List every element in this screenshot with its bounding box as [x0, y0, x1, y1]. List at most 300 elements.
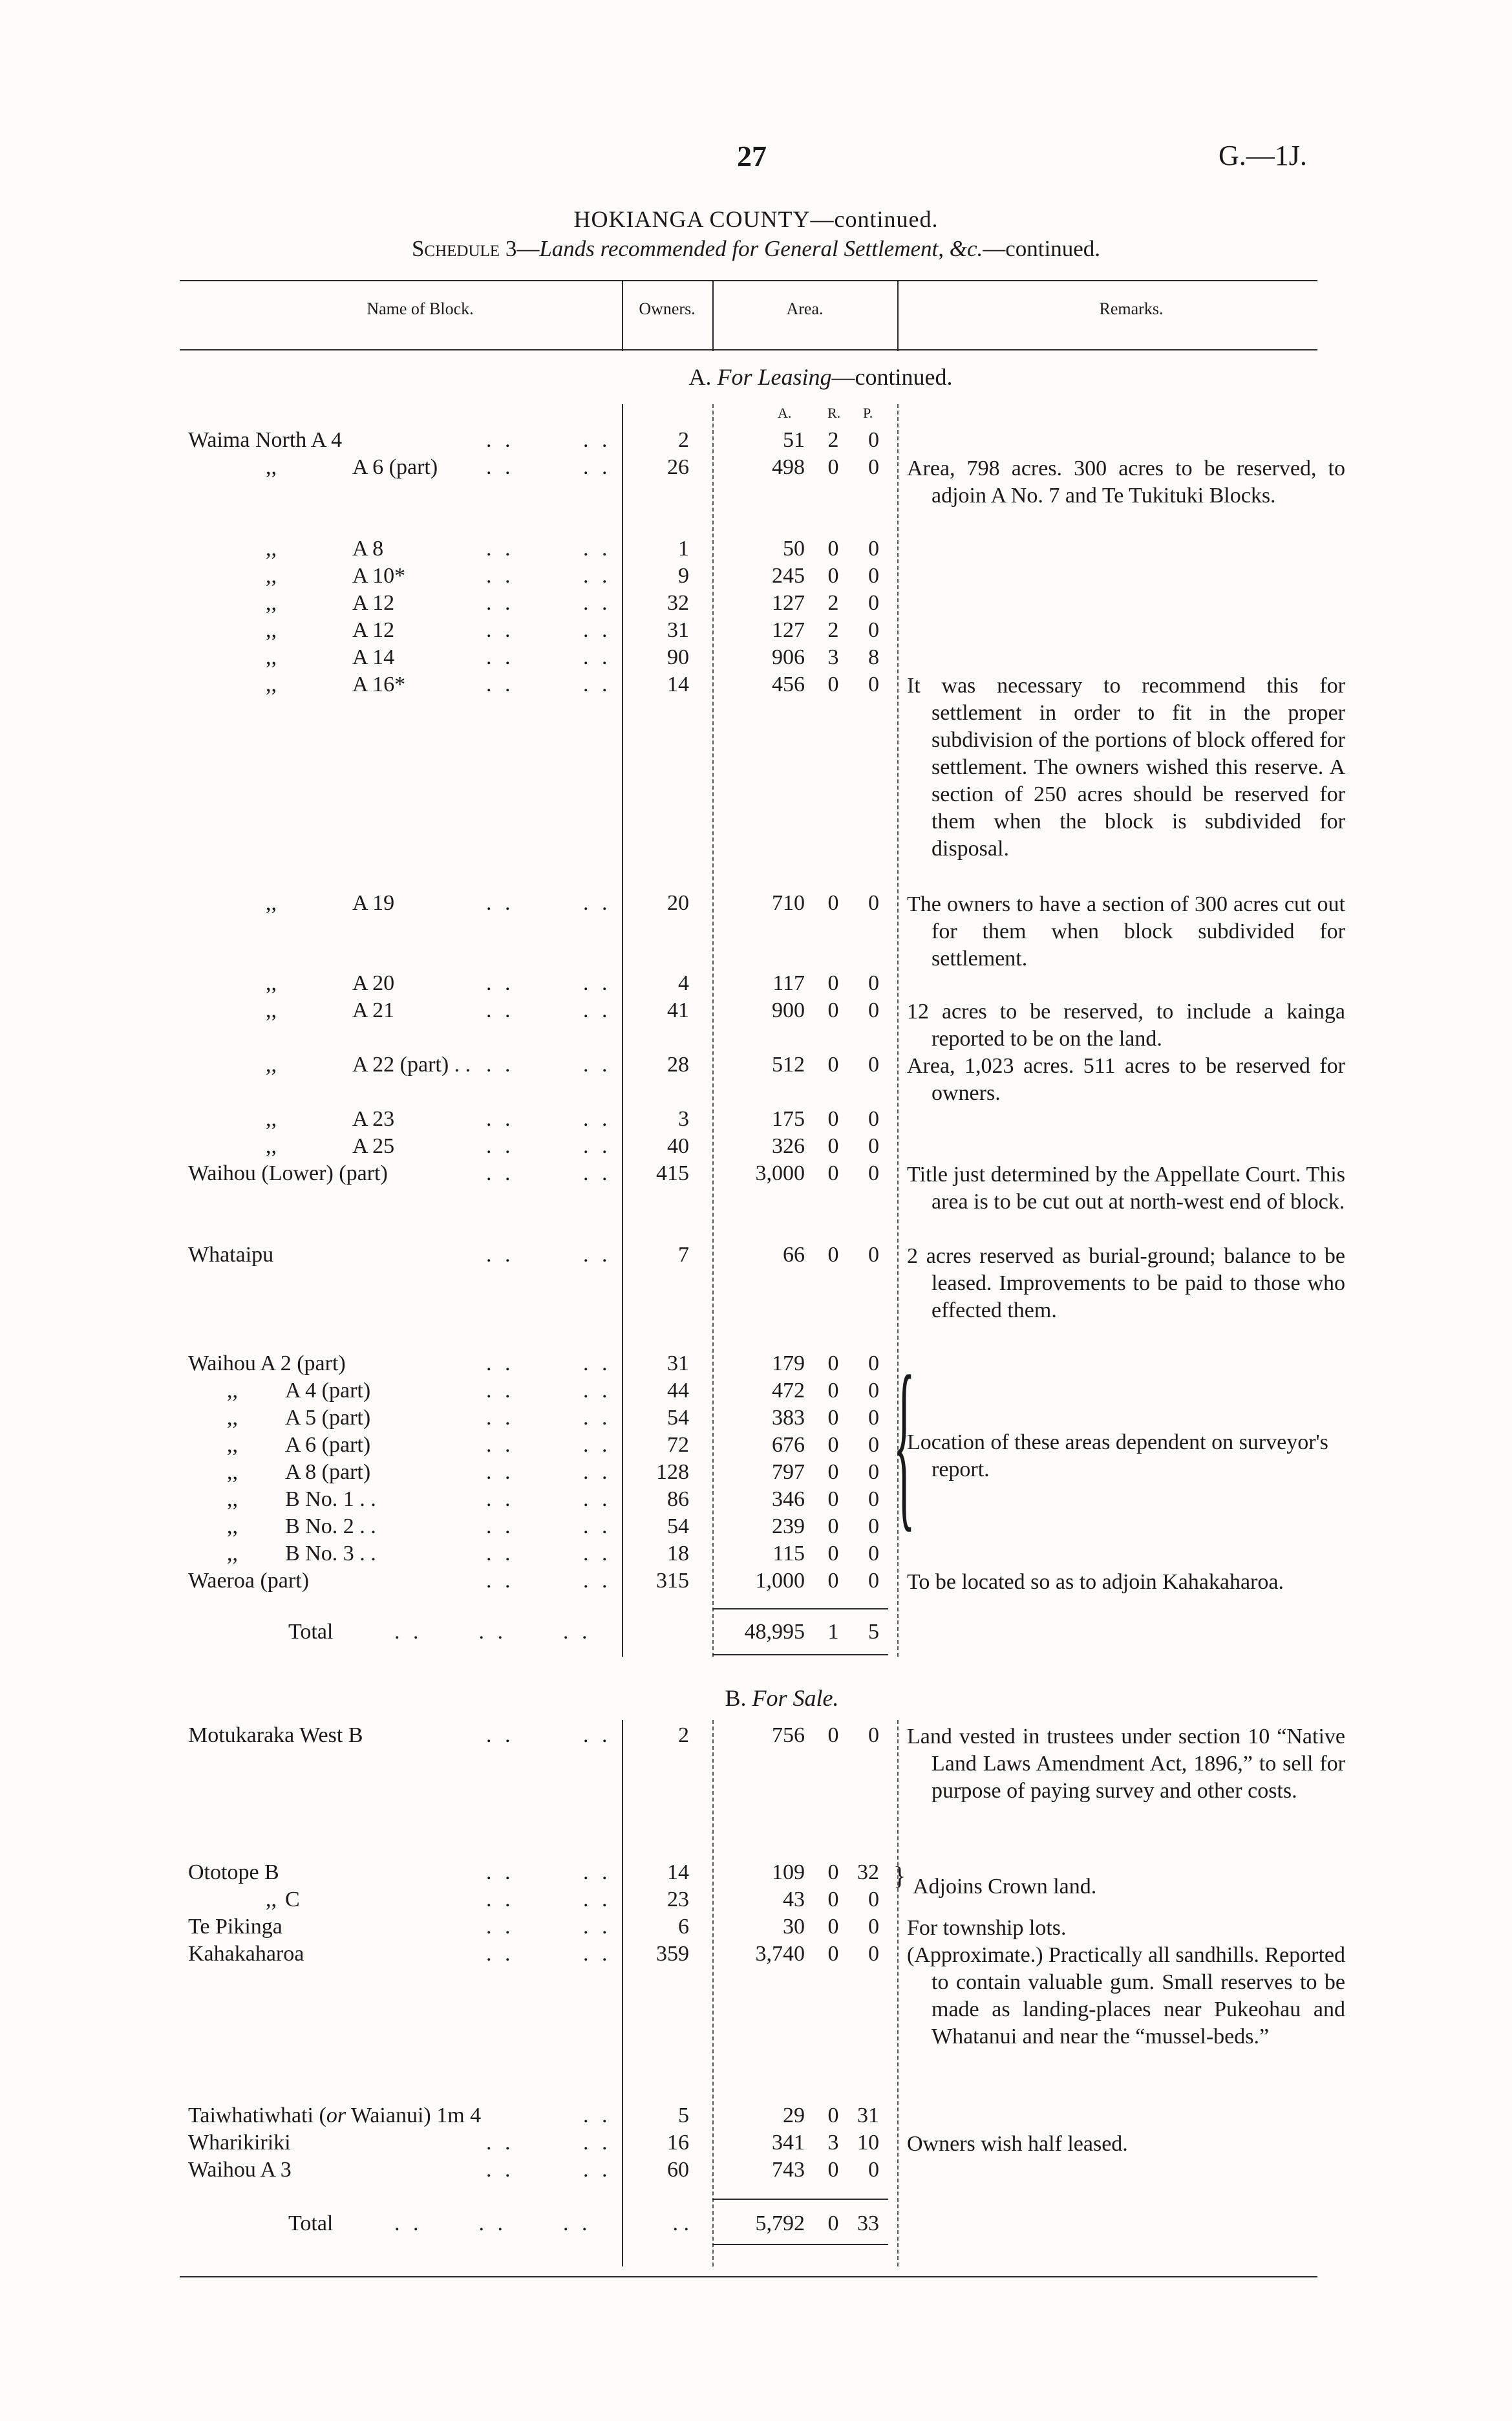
owners-count: 90 [667, 645, 689, 669]
remark-text: 2 acres reserved as burial-ground; balance to be leased. Improvements to be paid to those who effected them. [907, 1244, 1345, 1322]
total-a-acres: 48,995 [744, 1620, 805, 1644]
ditto-mark: ,, [227, 1514, 238, 1538]
ototope-brace: } [893, 1861, 906, 1890]
ditto-mark: ,, [227, 1406, 238, 1430]
owners-count: 54 [667, 1514, 689, 1538]
table-bottom-rule [180, 2276, 1317, 2277]
area-roods: 3 [827, 2131, 839, 2155]
table-row [0, 2104, 1512, 2131]
area-perches: 0 [868, 428, 879, 452]
leader-dots: . . [486, 564, 515, 588]
leader-dots: . . [583, 971, 612, 995]
leader-dots: . . [486, 2131, 515, 2155]
area-roods: 0 [827, 1107, 839, 1131]
area-perches: 0 [868, 1243, 879, 1267]
col-divider [622, 280, 623, 351]
leader-dots: . . [583, 998, 612, 1022]
area-roods: 0 [827, 1433, 839, 1457]
leader-dots: . . [486, 1161, 515, 1185]
total-b-owners: . . [672, 2211, 689, 2235]
block-name: B No. 2 . . [285, 1514, 376, 1538]
table-row [0, 591, 1512, 618]
owners-count: 415 [656, 1161, 689, 1185]
total-b-roods: 0 [827, 2211, 839, 2235]
leader-dots: . . [486, 971, 515, 995]
block-name: A 6 (part) [352, 455, 438, 479]
page-reference: G.—1J. [1219, 140, 1307, 171]
area-roods: 0 [827, 1053, 839, 1077]
area-perches: 0 [868, 1107, 879, 1131]
column-header-area: Area. [786, 299, 824, 318]
leader-dots: . . [486, 1406, 515, 1430]
leader-dots: . . . . . . [394, 1620, 591, 1644]
block-name: A 5 (part) [285, 1406, 371, 1430]
leader-dots: . . [583, 2131, 612, 2155]
area-perches: 0 [868, 998, 879, 1022]
leader-dots: . . [486, 1860, 515, 1884]
leader-dots: . . [583, 1942, 612, 1966]
area-acres: 127 [772, 618, 805, 642]
total-b-row [0, 2211, 1512, 2239]
area-perches: 31 [857, 2104, 879, 2127]
area-perches: 0 [868, 1134, 879, 1158]
block-name: A 23 [352, 1107, 395, 1131]
table-row [0, 1107, 1512, 1134]
leader-dots: . . [583, 1514, 612, 1538]
block-name: Waima North A 4 [188, 428, 343, 452]
area-roods: 0 [827, 1351, 839, 1375]
total-a-rule [712, 1654, 888, 1655]
area-acres: 245 [772, 564, 805, 588]
owners-count: 72 [667, 1433, 689, 1457]
leader-dots: . . [583, 1542, 612, 1566]
area-acres: 900 [772, 998, 805, 1022]
owners-count: 16 [667, 2131, 689, 2155]
leader-dots: . . [486, 428, 515, 452]
leader-dots: . . [583, 428, 612, 452]
table-row [0, 618, 1512, 645]
area-roods: 0 [827, 1134, 839, 1158]
area-perches: 0 [868, 1542, 879, 1566]
table-row [0, 428, 1512, 455]
leader-dots: . . [583, 1107, 612, 1131]
area-roods: 0 [827, 2158, 839, 2182]
area-perches: 0 [868, 1460, 879, 1484]
area-acres: 29 [783, 2104, 805, 2127]
column-header-remarks: Remarks. [1099, 299, 1164, 318]
block-name: Waihou A 2 (part) [188, 1351, 346, 1375]
remark-text: Area, 798 acres. 300 acres to be reserved, to adjoin A No. 7 and Te Tukituki Blocks. [907, 457, 1345, 508]
block-name: Whataipu [188, 1243, 274, 1267]
leader-dots: . . [486, 1053, 515, 1077]
leader-dots: . . [486, 591, 515, 615]
owners-count: 60 [667, 2158, 689, 2182]
area-acres: 341 [772, 2131, 805, 2155]
remark-text: Land vested in trustees under section 10 “Native Land Laws Amendment Act, 1896,” to sell for purpose of paying survey and other costs. [907, 1725, 1345, 1803]
block-name: B No. 1 . . [285, 1487, 376, 1511]
area-acres: 756 [772, 1723, 805, 1747]
area-roods: 0 [827, 1542, 839, 1566]
leader-dots: . . [583, 537, 612, 561]
schedule-subtitle [0, 236, 1512, 262]
owners-count: 14 [667, 672, 689, 696]
leader-dots: . . [486, 1723, 515, 1747]
area-roods: 0 [827, 1243, 839, 1267]
unit-roods: R. [827, 405, 841, 421]
area-perches: 0 [868, 1723, 879, 1747]
area-acres: 797 [772, 1460, 805, 1484]
ditto-mark: ,, [266, 1888, 277, 1911]
total-a-roods: 1 [827, 1620, 839, 1644]
column-header-name: Name of Block. [367, 299, 474, 318]
area-acres: 50 [783, 537, 805, 561]
area-roods: 0 [827, 891, 839, 915]
block-name: A 21 [352, 998, 395, 1022]
block-name: Ototope B [188, 1860, 279, 1884]
area-acres: 456 [772, 672, 805, 696]
leader-dots: . . [486, 1134, 515, 1158]
area-acres: 127 [772, 591, 805, 615]
owners-count: 31 [667, 618, 689, 642]
owners-count: 5 [678, 2104, 689, 2127]
section-a-heading [65, 363, 1512, 391]
owners-count: 6 [678, 1915, 689, 1939]
leader-dots: . . . . . . [394, 2211, 591, 2235]
area-acres: 117 [772, 971, 805, 995]
area-roods: 2 [827, 428, 839, 452]
area-roods: 0 [827, 2104, 839, 2127]
section-b-heading [26, 1684, 1512, 1712]
area-perches: 0 [868, 591, 879, 615]
col-divider [897, 280, 899, 351]
ditto-mark: ,, [266, 591, 277, 615]
unit-perches: P. [863, 405, 873, 421]
total-b-acres: 5,792 [755, 2211, 805, 2235]
area-roods: 2 [827, 591, 839, 615]
block-name: A 19 [352, 891, 395, 915]
owners-count: 54 [667, 1406, 689, 1430]
ditto-mark: ,, [227, 1460, 238, 1484]
area-acres: 906 [772, 645, 805, 669]
block-name: A 14 [352, 645, 395, 669]
area-acres: 239 [772, 1514, 805, 1538]
total-a-rule [712, 1608, 888, 1609]
section-b-italic: For Sale. [752, 1685, 839, 1711]
area-acres: 66 [783, 1243, 805, 1267]
leader-dots: . . [583, 1351, 612, 1375]
block-name: A 4 (part) [285, 1379, 371, 1403]
area-perches: 0 [868, 1433, 879, 1457]
leader-dots: . . [486, 618, 515, 642]
owners-count: 359 [656, 1942, 689, 1966]
table-row [0, 1542, 1512, 1569]
ditto-mark: ,, [266, 971, 277, 995]
owners-count: 18 [667, 1542, 689, 1566]
leader-dots: . . [583, 1243, 612, 1267]
leader-dots: . . [486, 1915, 515, 1939]
area-acres: 498 [772, 455, 805, 479]
area-acres: 472 [772, 1379, 805, 1403]
owners-count: 20 [667, 891, 689, 915]
area-roods: 0 [827, 971, 839, 995]
leader-dots: . . [486, 1487, 515, 1511]
leader-dots: . . [486, 537, 515, 561]
owners-count: 128 [656, 1460, 689, 1484]
block-name: A 6 (part) [285, 1433, 371, 1457]
area-perches: 0 [868, 1915, 879, 1939]
leader-dots: . . [583, 891, 612, 915]
table-row [0, 645, 1512, 672]
remark-text: Title just determined by the Appellate Court. This area is to be cut out at north-west end of block. [907, 1163, 1345, 1214]
block-name: Motukaraka West B [188, 1723, 363, 1747]
ditto-mark: ,, [227, 1542, 238, 1566]
block-name: A 16* [352, 672, 406, 696]
owners-count: 315 [656, 1569, 689, 1593]
area-acres: 512 [772, 1053, 805, 1077]
area-roods: 2 [827, 618, 839, 642]
area-perches: 0 [868, 1406, 879, 1430]
schedule-tail: —continued. [983, 236, 1101, 261]
block-name: A 10* [352, 564, 406, 588]
area-roods: 0 [827, 1460, 839, 1484]
leader-dots: . . [583, 618, 612, 642]
leader-dots: . . [486, 1243, 515, 1267]
total-b-perches: 33 [857, 2211, 879, 2235]
area-acres: 179 [772, 1351, 805, 1375]
ditto-mark: ,, [227, 1379, 238, 1403]
area-perches: 0 [868, 971, 879, 995]
area-roods: 0 [827, 1406, 839, 1430]
leader-dots: . . [583, 1487, 612, 1511]
table-row [0, 1351, 1512, 1379]
area-perches: 0 [868, 455, 879, 479]
block-name: C [285, 1888, 300, 1911]
area-roods: 0 [827, 672, 839, 696]
owners-count: 2 [678, 428, 689, 452]
section-a-tail: —continued. [831, 364, 953, 390]
area-acres: 1,000 [755, 1569, 805, 1593]
group-brace: { [893, 1340, 915, 1550]
leader-dots: . . [486, 2158, 515, 2182]
remark-text: 12 acres to be reserved, to include a kainga reported to be on the land. [907, 1000, 1345, 1051]
owners-count: 28 [667, 1053, 689, 1077]
block-name: Waeroa (part) [188, 1569, 309, 1593]
leader-dots: . . [486, 1433, 515, 1457]
owners-count: 44 [667, 1379, 689, 1403]
block-name [188, 2104, 481, 2128]
remark-text: Owners wish half leased. [907, 2132, 1128, 2156]
owners-count: 1 [678, 537, 689, 561]
area-roods: 3 [827, 645, 839, 669]
owners-count: 32 [667, 591, 689, 615]
ditto-mark: ,, [266, 672, 277, 696]
ditto-mark: ,, [227, 1487, 238, 1511]
area-roods: 0 [827, 1514, 839, 1538]
area-roods: 0 [827, 455, 839, 479]
leader-dots: . . [583, 1053, 612, 1077]
table-row [0, 1514, 1512, 1542]
unit-acres: A. [778, 405, 792, 421]
area-roods: 0 [827, 1723, 839, 1747]
ditto-mark: ,, [227, 1433, 238, 1457]
ditto-mark: ,, [266, 891, 277, 915]
area-acres: 743 [772, 2158, 805, 2182]
leader-dots: . . [583, 1860, 612, 1884]
area-acres: 43 [783, 1888, 805, 1911]
leader-dots: . . [583, 672, 612, 696]
leader-dots: . . [486, 645, 515, 669]
leader-dots: . . [486, 1460, 515, 1484]
table-row [0, 564, 1512, 591]
area-roods: 0 [827, 1487, 839, 1511]
total-b-rule [712, 2244, 888, 2245]
table-row [0, 1487, 1512, 1514]
block-name-part: Taiwhatiwhati ( [188, 2104, 326, 2127]
area-perches: 0 [868, 1351, 879, 1375]
area-perches: 0 [868, 1161, 879, 1185]
owners-count: 86 [667, 1487, 689, 1511]
remark-text: (Approximate.) Practically all sandhills. Reported to contain valuable gum. Small reserves to be made as landing-places near Pukeohau and Whatanui and near the “mussel-beds.” [907, 1943, 1345, 2049]
owners-count: 2 [678, 1723, 689, 1747]
area-acres: 3,740 [755, 1942, 805, 1966]
total-b-label: Total [288, 2211, 334, 2235]
area-roods: 0 [827, 1379, 839, 1403]
leader-dots: . . [583, 591, 612, 615]
area-roods: 0 [827, 564, 839, 588]
ditto-mark: ,, [266, 1053, 277, 1077]
page-title: HOKIANGA COUNTY—continued. [573, 206, 939, 232]
area-roods: 0 [827, 1161, 839, 1185]
ditto-mark: ,, [266, 455, 277, 479]
leader-dots: . . [486, 672, 515, 696]
block-name: Waihou A 3 [188, 2158, 292, 2182]
leader-dots: . . [583, 2104, 612, 2127]
leader-dots: . . [486, 1942, 515, 1966]
area-roods: 0 [827, 1888, 839, 1911]
total-a-row [0, 1620, 1512, 1647]
area-acres: 115 [772, 1542, 805, 1566]
remark-text: For township lots. [907, 1916, 1067, 1940]
table-row [0, 971, 1512, 998]
block-name: A 20 [352, 971, 395, 995]
area-acres: 346 [772, 1487, 805, 1511]
ditto-mark: ,, [266, 998, 277, 1022]
area-roods: 0 [827, 998, 839, 1022]
block-name: A 22 (part) . . [352, 1053, 471, 1077]
area-roods: 0 [827, 1942, 839, 1966]
block-name: Waihou (Lower) (part) [188, 1161, 388, 1185]
owners-count: 41 [667, 998, 689, 1022]
area-roods: 0 [827, 1915, 839, 1939]
leader-dots: . . [486, 1379, 515, 1403]
block-name: A 8 (part) [285, 1460, 371, 1484]
ditto-mark: ,, [266, 645, 277, 669]
table-row [0, 2158, 1512, 2185]
area-perches: 0 [868, 1569, 879, 1593]
leader-dots: . . [486, 1569, 515, 1593]
total-a-perches: 5 [868, 1620, 879, 1644]
total-b-rule [712, 2199, 888, 2200]
leader-dots: . . [583, 1723, 612, 1747]
total-a-label: Total [288, 1620, 334, 1644]
leader-dots: . . [583, 564, 612, 588]
area-acres: 51 [783, 428, 805, 452]
area-perches: 0 [868, 672, 879, 696]
block-name-part: Waianui) 1m 4 [346, 2104, 482, 2127]
table-row [0, 1379, 1512, 1406]
leader-dots: . . [583, 645, 612, 669]
section-b-label: B. [725, 1685, 752, 1711]
block-name: A 12 [352, 591, 395, 615]
area-acres: 326 [772, 1134, 805, 1158]
leader-dots: . . [486, 1514, 515, 1538]
leader-dots: . . [583, 2158, 612, 2182]
leader-dots: . . [486, 891, 515, 915]
area-perches: 0 [868, 1379, 879, 1403]
area-perches: 0 [868, 1942, 879, 1966]
leader-dots: . . [486, 998, 515, 1022]
area-perches: 10 [857, 2131, 879, 2155]
area-acres: 710 [772, 891, 805, 915]
owners-count: 3 [678, 1107, 689, 1131]
leader-dots: . . [583, 1915, 612, 1939]
table-top-rule [180, 280, 1317, 281]
section-a-italic: For Leasing [717, 364, 832, 390]
area-perches: 0 [868, 2158, 879, 2182]
ototope-remark: Adjoins Crown land. [913, 1875, 1097, 1899]
section-a-label: A. [688, 364, 718, 390]
leader-dots: . . [486, 1107, 515, 1131]
ditto-mark: ,, [266, 1107, 277, 1131]
area-roods: 0 [827, 1860, 839, 1884]
table-row [0, 537, 1512, 564]
leader-dots: . . [583, 1134, 612, 1158]
block-name: Wharikiriki [188, 2131, 291, 2155]
area-perches: 0 [868, 1487, 879, 1511]
block-name: B No. 3 . . [285, 1542, 376, 1566]
area-perches: 0 [868, 564, 879, 588]
area-roods: 0 [827, 537, 839, 561]
area-perches: 0 [868, 618, 879, 642]
leader-dots: . . [583, 1406, 612, 1430]
area-perches: 8 [868, 645, 879, 669]
block-name: Te Pikinga [188, 1915, 282, 1939]
area-acres: 3,000 [755, 1161, 805, 1185]
owners-count: 23 [667, 1888, 689, 1911]
block-name-italic: or [326, 2104, 346, 2127]
area-perches: 0 [868, 1514, 879, 1538]
table-row [0, 1134, 1512, 1161]
leader-dots: . . [583, 455, 612, 479]
leader-dots: . . [583, 1888, 612, 1911]
leader-dots: . . [583, 1460, 612, 1484]
ditto-mark: ,, [266, 618, 277, 642]
schedule-italic: Lands recommended for General Settlement, &c. [539, 236, 983, 261]
leader-dots: . . [486, 455, 515, 479]
remark-text: To be located so as to adjoin Kahakaharoa. [907, 1570, 1284, 1594]
ditto-mark: ,, [266, 564, 277, 588]
area-perches: 0 [868, 1888, 879, 1911]
column-header-owners: Owners. [639, 299, 696, 318]
table-header-rule [180, 349, 1317, 350]
owners-count: 40 [667, 1134, 689, 1158]
ditto-mark: ,, [266, 1134, 277, 1158]
leader-dots: . . [583, 1569, 612, 1593]
block-name: A 12 [352, 618, 395, 642]
remark-text: Area, 1,023 acres. 511 acres to be reserved for owners. [907, 1054, 1345, 1105]
remark-text: It was necessary to recommend this for settlement in order to fit in the proper subdivision of the portions of block offered for settlement. The owners wished this reserve. A section of 250 acres should be reserved for them when the block is subdivided for disposal. [907, 674, 1345, 861]
leader-dots: . . [486, 1542, 515, 1566]
